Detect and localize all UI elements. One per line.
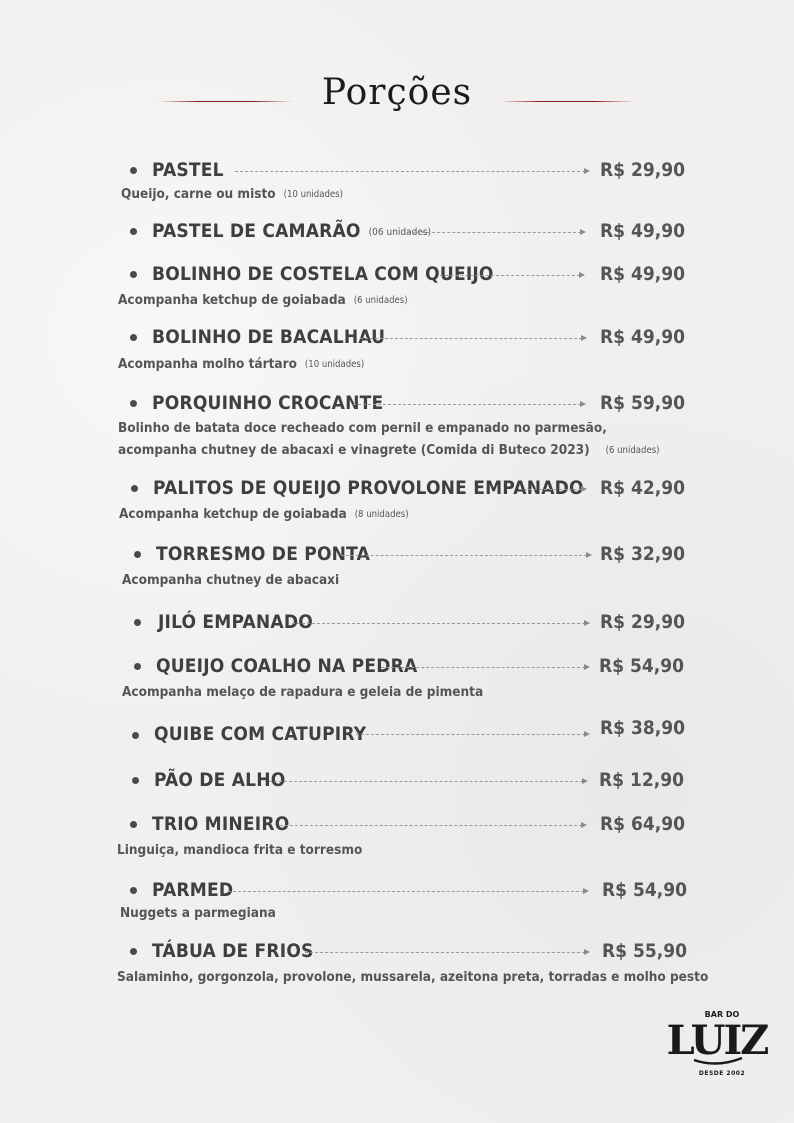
item-name: QUIBE COM CATUPIRY	[154, 723, 367, 745]
bullet-icon	[131, 485, 138, 492]
bullet-icon	[130, 167, 137, 174]
menu-item	[130, 263, 686, 291]
leader-arrow-icon	[353, 404, 581, 405]
bullet-icon	[130, 334, 137, 341]
menu-item	[130, 813, 686, 841]
item-quantity: (10 unidades)	[283, 189, 343, 200]
item-description: Acompanha ketchup de goiabada (6 unidades)	[118, 292, 408, 308]
leader-arrow-icon	[360, 338, 582, 339]
page-title: Porções	[321, 72, 473, 113]
leader-arrow-icon	[341, 555, 587, 556]
item-price: R$ 54,90	[599, 655, 685, 677]
bullet-icon	[134, 619, 141, 626]
menu-item	[130, 940, 688, 968]
title-section	[0, 68, 794, 128]
item-price: R$ 49,90	[600, 263, 686, 285]
menu-item	[131, 477, 686, 505]
leader-arrow-icon	[305, 952, 585, 953]
item-description: Acompanha chutney de abacaxi	[122, 572, 340, 588]
logo-top-text: BAR DO	[704, 1010, 740, 1019]
bullet-icon	[130, 948, 137, 955]
item-price: R$ 55,90	[602, 940, 688, 962]
item-description: Acompanha ketchup de goiabada (8 unidades)	[119, 506, 409, 522]
item-description: Salaminho, gorgonzola, provolone, mussarela, azeitona preta, torradas e molho pesto	[117, 969, 709, 985]
menu-item	[134, 543, 686, 571]
menu-item	[132, 769, 685, 797]
item-quantity: (6 unidades)	[605, 445, 660, 456]
leader-arrow-icon	[228, 891, 584, 892]
logo-bottom-text: DESDE 2002	[698, 1070, 746, 1077]
item-quantity: (06 unidades)	[368, 227, 432, 238]
item-price: R$ 29,90	[600, 611, 686, 633]
item-name: TORRESMO DE PONTA	[156, 543, 370, 565]
menu-item	[130, 326, 686, 354]
item-name: TRIO MINEIRO	[152, 813, 290, 835]
item-name: PALITOS DE QUEIJO PROVOLONE EMPANADO	[153, 477, 584, 499]
item-description: Acompanha melaço de rapadura e geleia de pimenta	[122, 684, 484, 700]
bullet-icon	[134, 551, 141, 558]
item-price: R$ 12,90	[599, 769, 685, 791]
menu-item	[134, 611, 686, 639]
item-price: R$ 49,90	[600, 326, 686, 348]
item-price: R$ 49,90	[600, 220, 686, 242]
item-price: R$ 59,90	[600, 392, 686, 414]
item-price: R$ 64,90	[600, 813, 686, 835]
item-price: R$ 54,90	[602, 879, 688, 901]
item-price: R$ 42,90	[600, 477, 686, 499]
item-quantity: (8 unidades)	[354, 509, 409, 520]
item-quantity: (10 unidades)	[304, 359, 365, 370]
leader-arrow-icon	[356, 734, 585, 735]
item-name: PORQUINHO CROCANTE	[152, 392, 384, 414]
item-description: acompanha chutney de abacaxi e vinagrete (Comida di Buteco 2023) (6 unidades)	[118, 442, 660, 458]
item-description: Nuggets a parmegiana	[120, 905, 276, 921]
bullet-icon	[130, 271, 137, 278]
item-name: PASTEL	[152, 159, 224, 181]
item-name: PARMED	[152, 879, 234, 901]
item-name: PASTEL DE CAMARÃO (06 unidades)	[152, 220, 432, 242]
title-rule-right	[500, 101, 635, 102]
item-price: R$ 38,90	[600, 717, 686, 739]
menu-item	[134, 655, 685, 683]
item-description: Linguiça, mandioca frita e torresmo	[117, 842, 363, 858]
item-price: R$ 32,90	[600, 543, 686, 565]
item-name: BOLINHO DE COSTELA COM QUEIJO	[152, 263, 494, 285]
menu-item	[132, 717, 686, 750]
item-name: JILÓ EMPANADO	[158, 611, 313, 633]
bullet-icon	[134, 663, 141, 670]
item-name: QUEIJO COALHO NA PEDRA	[156, 655, 418, 677]
item-price: R$ 29,90	[600, 159, 686, 181]
leader-arrow-icon	[519, 489, 582, 490]
item-quantity: (6 unidades)	[353, 295, 408, 306]
bar-logo	[666, 1006, 768, 1078]
bullet-icon	[132, 777, 139, 784]
leader-arrow-icon	[235, 171, 585, 172]
menu-item	[130, 392, 686, 420]
item-description: Bolinho de batata doce recheado com pernil e empanado no parmesão,	[118, 420, 607, 436]
item-description: Acompanha molho tártaro (10 unidades)	[118, 356, 365, 372]
item-description: Queijo, carne ou misto (10 unidades)	[121, 186, 343, 202]
bullet-icon	[130, 821, 137, 828]
leader-arrow-icon	[440, 275, 580, 276]
leader-arrow-icon	[280, 825, 582, 826]
logo-main-text: LUIZ	[666, 1017, 768, 1064]
leader-arrow-icon	[407, 232, 581, 233]
item-name: BOLINHO DE BACALHAU	[152, 326, 386, 348]
bullet-icon	[132, 732, 139, 739]
leader-arrow-icon	[292, 623, 585, 624]
menu-item	[130, 220, 686, 248]
bullet-icon	[130, 400, 137, 407]
item-name: TÁBUA DE FRIOS	[152, 940, 314, 962]
bullet-icon	[130, 228, 137, 235]
leader-arrow-icon	[381, 667, 585, 668]
bullet-icon	[130, 887, 137, 894]
item-name: PÃO DE ALHO	[154, 769, 286, 791]
leader-arrow-icon	[269, 781, 583, 782]
